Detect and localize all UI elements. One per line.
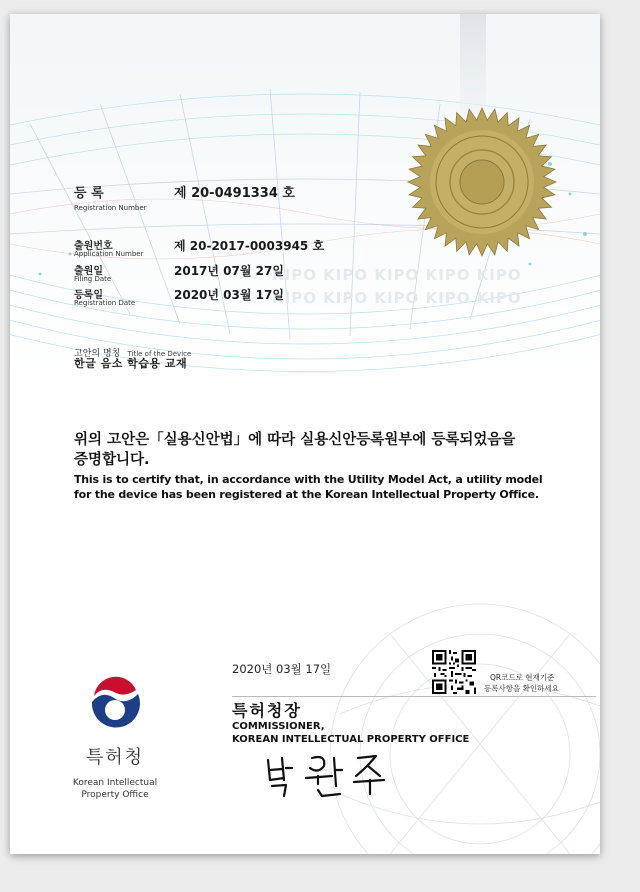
application-label: 출원번호 xyxy=(74,241,113,252)
qr-code xyxy=(432,650,476,694)
device-title-label-en: Title of the Device xyxy=(127,350,192,358)
watermark-text: KIPO KIPO KIPO KIPO KIPO xyxy=(272,266,522,284)
certification-kr-line2: 증명합니다. xyxy=(74,452,150,468)
filing-date-label-en: Filing Date xyxy=(74,275,112,283)
commissioner-title-kr: 특허청장 xyxy=(232,701,302,720)
qr-note-line1: QR코드로 현재기준 xyxy=(490,673,555,682)
filing-date-label: 출원일 xyxy=(74,266,103,277)
certificate-page xyxy=(10,14,600,854)
office-name-kr: 특허청 xyxy=(85,747,145,768)
certification-en-line2: for the device has been registered at the Korean Intellectual Property Office. xyxy=(74,488,539,501)
handwritten-signature xyxy=(260,750,400,798)
kipo-taegeuk-logo xyxy=(80,668,150,738)
registration-label-en: Registration Number xyxy=(74,204,147,212)
filing-date: 2017년 07월 27일 xyxy=(174,264,284,278)
office-name-en1: Korean Intellectual xyxy=(72,778,158,788)
certification-en-line1: This is to certify that, in accordance with the Utility Model Act, a utility model xyxy=(74,473,543,486)
office-name-en2: Property Office xyxy=(81,790,149,800)
registration-number: 제 20-0491334 호 xyxy=(174,186,295,201)
registration-date: 2020년 03월 17일 xyxy=(174,288,284,302)
issue-date: 2020년 03월 17일 xyxy=(232,662,332,676)
certification-kr-line1: 위의 고안은「실용신안법」에 따라 실용신안등록원부에 등록되었음을 xyxy=(74,432,516,448)
registration-label: 등 록 xyxy=(74,186,104,201)
commissioner-title-en2: KOREAN INTELLECTUAL PROPERTY OFFICE xyxy=(232,734,470,745)
qr-note-line2: 등록사항을 확인하세요 xyxy=(484,684,559,693)
registration-date-label-en: Registration Date xyxy=(74,299,136,307)
signature-divider xyxy=(232,696,596,697)
device-title: 한글 음소 학습용 교재 xyxy=(74,357,188,370)
device-title-label-kr: 고안의 명칭 xyxy=(74,349,121,359)
watermark-text: KIPO KIPO KIPO KIPO KIPO xyxy=(272,289,522,307)
gold-seal xyxy=(406,106,558,258)
registration-date-label: 등록일 xyxy=(74,290,103,301)
commissioner-title-en1: COMMISSIONER, xyxy=(232,721,325,732)
application-label-en: Application Number xyxy=(74,250,144,258)
application-number: 제 20-2017-0003945 호 xyxy=(174,239,325,253)
